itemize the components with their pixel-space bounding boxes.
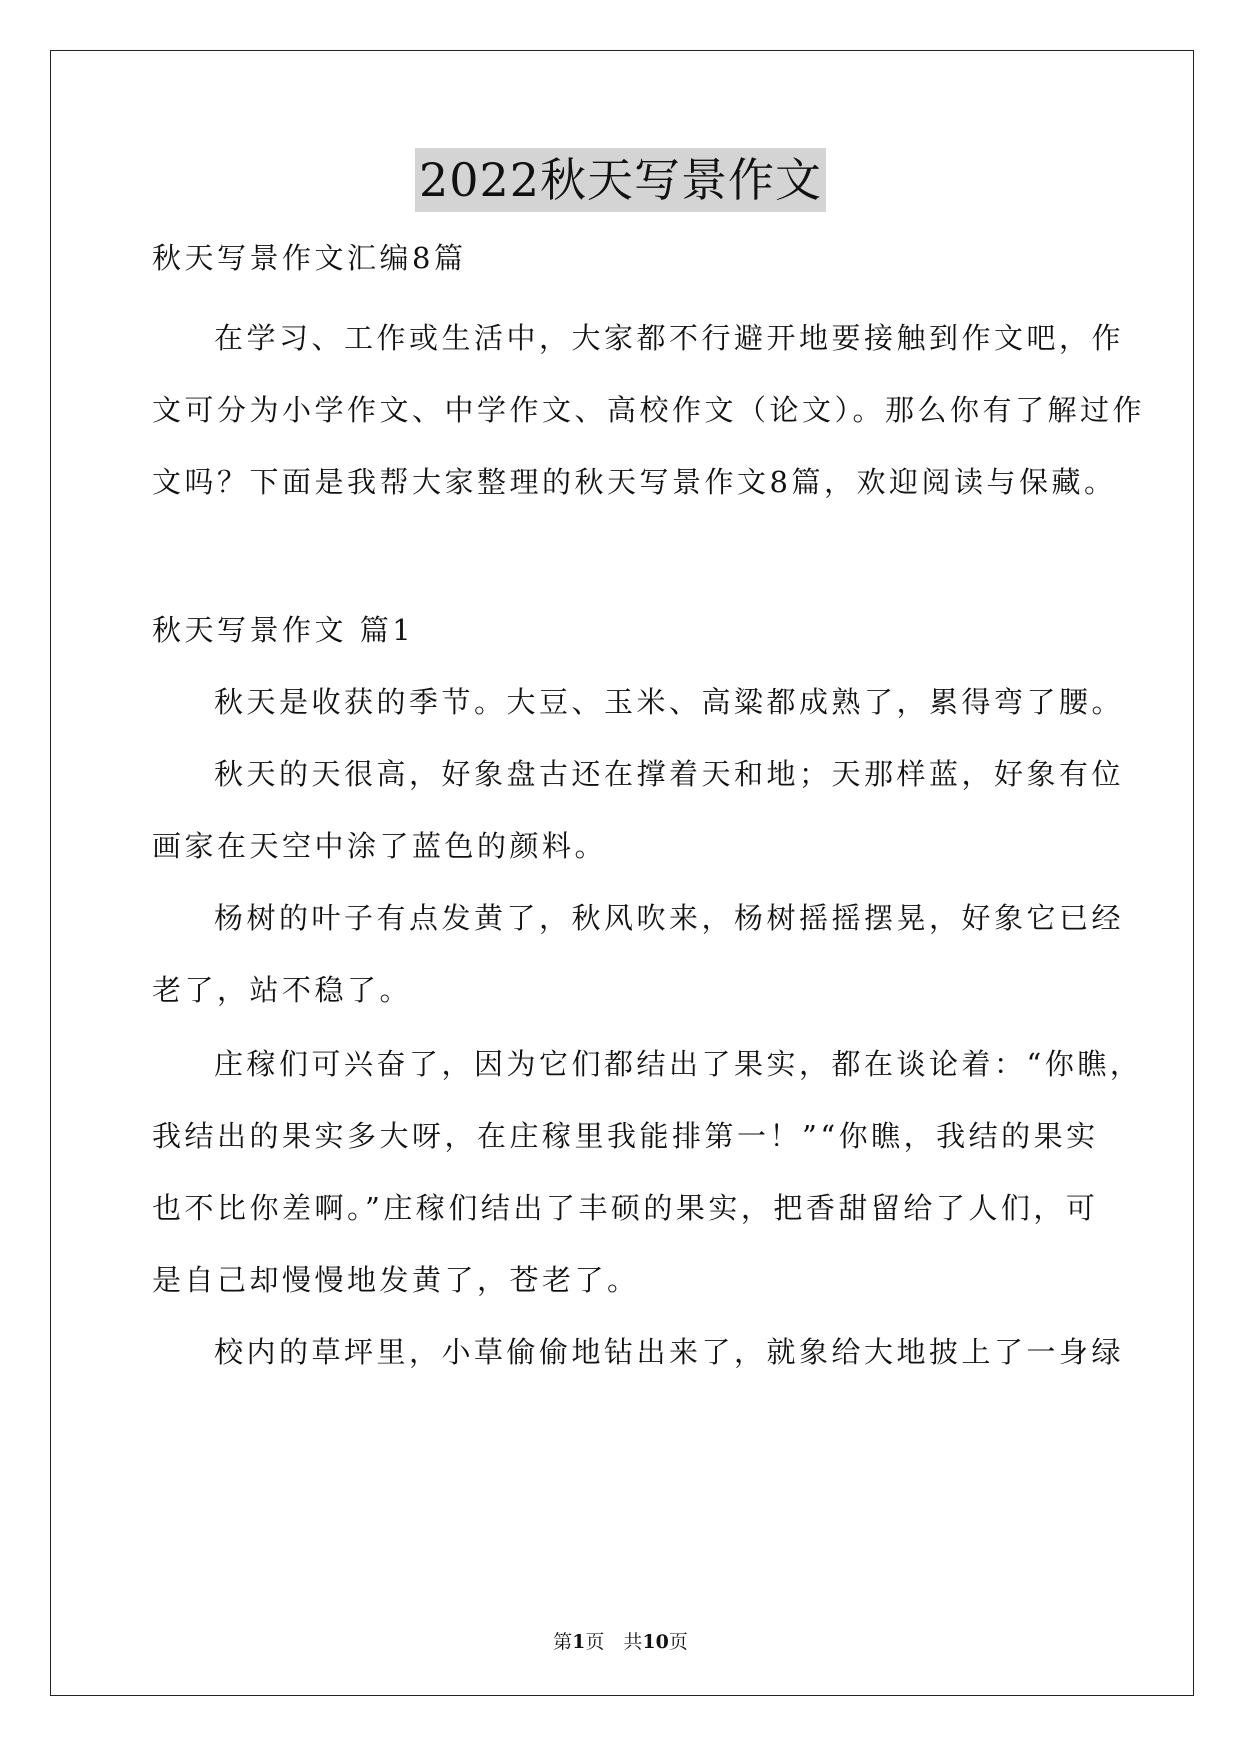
- body-line-8: 也不比你差啊。”庄稼们结出了丰硕的果实，把香甜留给了人们，可: [152, 1191, 1099, 1225]
- footer-page-suffix: 页: [668, 1631, 688, 1653]
- intro-line-3: 文吗？下面是我帮大家整理的秋天写景作文8篇，欢迎阅读与保藏。: [152, 465, 1117, 499]
- body-line-2: 秋天的天很高，好象盘古还在撑着天和地；天那样蓝，好象有位: [214, 757, 1125, 791]
- body-line-3: 画家在天空中涂了蓝色的颜料。: [152, 829, 608, 863]
- body-line-9: 是自己却慢慢地发黄了，苍老了。: [152, 1263, 640, 1297]
- footer-page-current: 1: [572, 1631, 586, 1653]
- footer-page-prefix: 第: [553, 1631, 573, 1653]
- body-line-1: 秋天是收获的季节。大豆、玉米、高粱都成熟了，累得弯了腰。: [214, 685, 1125, 719]
- page-border: [50, 50, 1194, 1696]
- footer-page-mid: 页 共: [585, 1631, 643, 1653]
- page-footer: [0, 1629, 1241, 1655]
- body-line-5: 老了，站不稳了。: [152, 973, 413, 1007]
- body-line-4: 杨树的叶子有点发黄了，秋风吹来，杨树摇摇摆晃，好象它已经: [214, 901, 1125, 935]
- body-line-10: 校内的草坪里，小草偷偷地钻出来了，就象给大地披上了一身绿: [214, 1335, 1125, 1369]
- footer-page-total: 10: [642, 1631, 669, 1653]
- body-line-6: 庄稼们可兴奋了，因为它们都结出了果实，都在谈论着：“你瞧，: [214, 1047, 1143, 1081]
- intro-line-2: 文可分为小学作文、中学作文、高校作文（论文）。那么你有了解过作: [152, 393, 1146, 427]
- body-line-7: 我结出的果实多大呀，在庄稼里我能排第一！”“你瞧，我结的果实: [152, 1119, 1099, 1153]
- document-title: 2022秋天写景作文: [415, 148, 826, 212]
- section-heading: 秋天写景作文 篇1: [152, 613, 415, 647]
- intro-line-1: 在学习、工作或生活中，大家都不行避开地要接触到作文吧，作: [214, 321, 1125, 355]
- subtitle: 秋天写景作文汇编8篇: [152, 241, 467, 275]
- title-container: [0, 148, 1241, 212]
